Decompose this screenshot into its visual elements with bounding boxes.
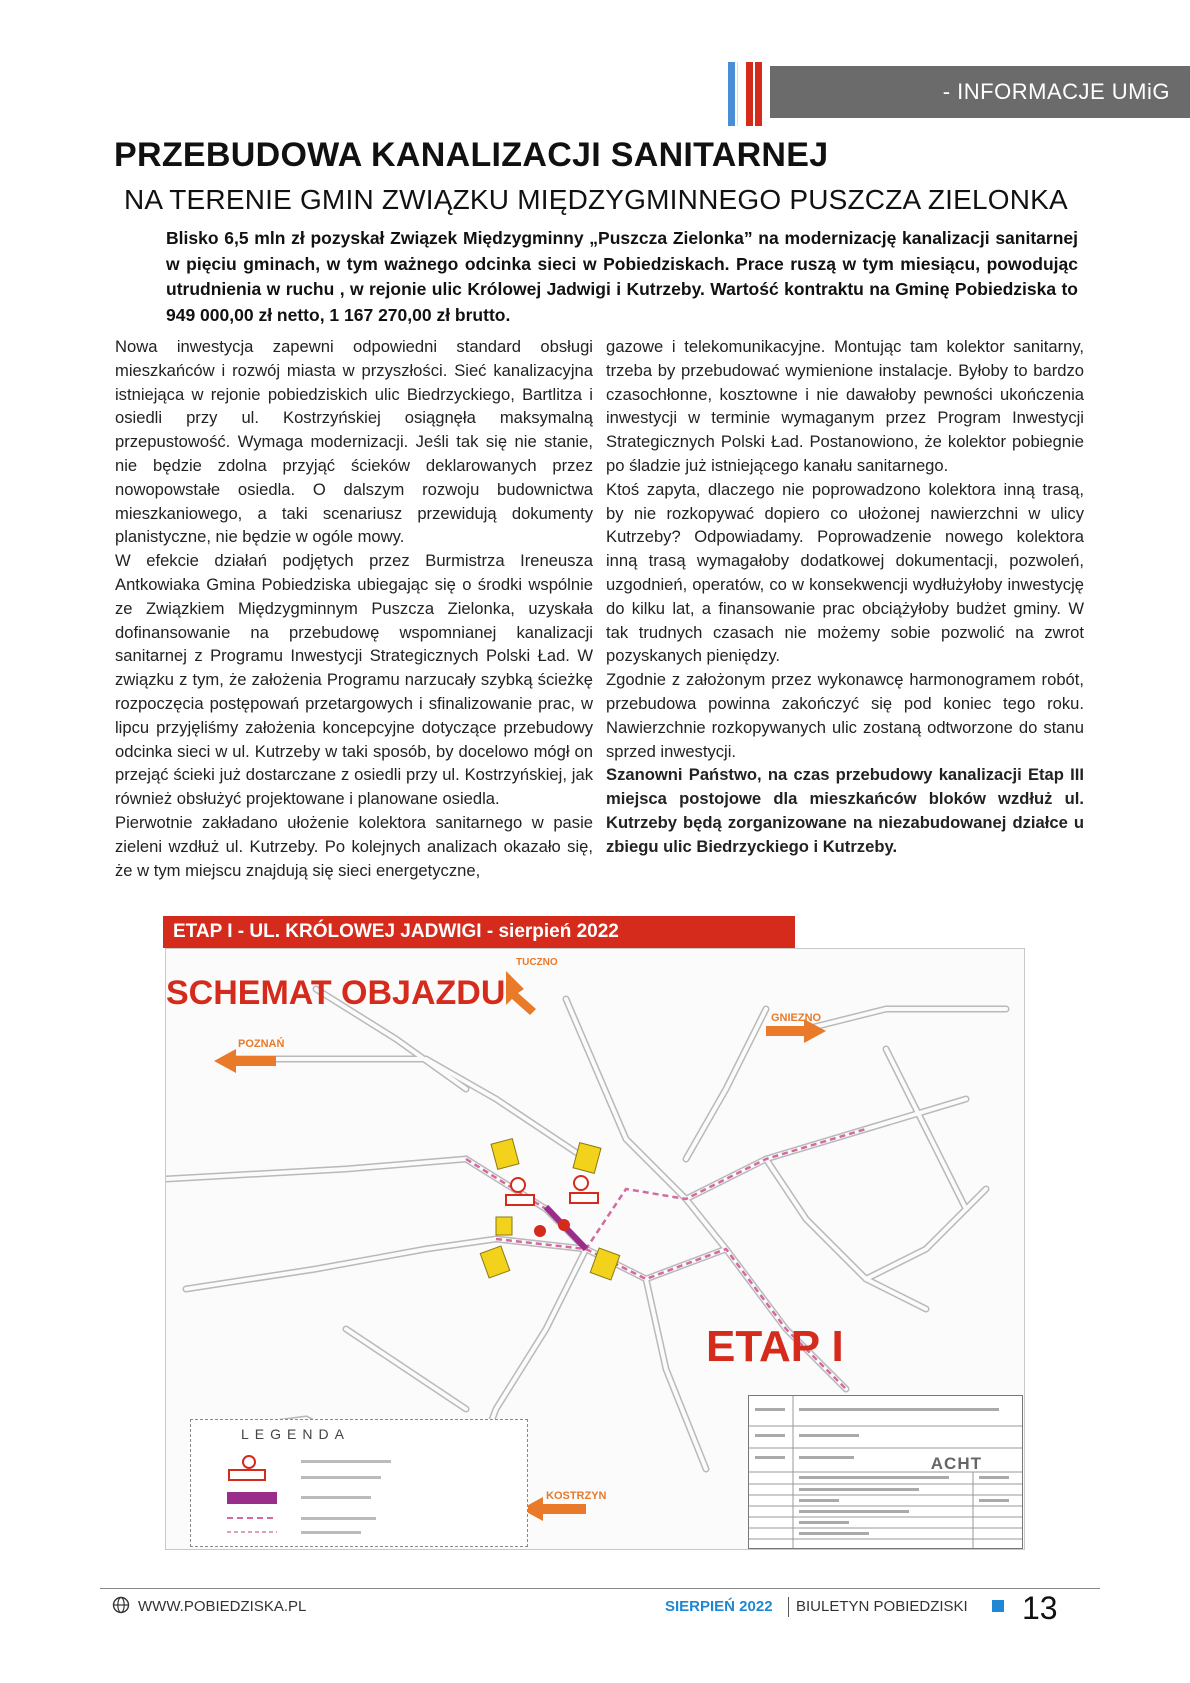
arrow-label-poznan: POZNAŃ <box>238 1038 285 1050</box>
traffic-sign-icon <box>480 1246 510 1278</box>
column-right <box>606 335 1084 859</box>
stop-sign-icon <box>558 1219 570 1231</box>
red-stripe <box>746 62 753 126</box>
no-entry-sign-icon <box>243 1456 255 1468</box>
drawing-title-block <box>748 1395 1023 1549</box>
red-stripe-2 <box>755 62 762 126</box>
website-link[interactable]: WWW.POBIEDZISKA.PL <box>138 1598 307 1615</box>
arrow-left-icon <box>214 1049 276 1073</box>
no-entry-sign-icon <box>511 1178 525 1192</box>
barrier-icon <box>229 1470 265 1480</box>
legend-title: LEGENDA <box>241 1426 350 1442</box>
detour-map-figure <box>163 916 1023 1548</box>
paragraph: Pierwotnie zakładano ułożenie kolektora sanitarnego w pasie zieleni wzdłuż ul. Kutrzeby. Po kolejnych analizach okazało się, że w tym miejscu znajdują się sieci energetyczne, <box>115 812 593 880</box>
map-banner-text: ETAP I - UL. KRÓLOWEJ JADWIGI - sierpień 2022 <box>173 921 619 942</box>
article-title: PRZEBUDOWA KANALIZACJI SANITARNEJ <box>114 136 829 174</box>
barrier-icon <box>506 1195 534 1205</box>
white-stripe <box>737 62 745 126</box>
blue-stripe <box>728 62 735 126</box>
traffic-sign-icon <box>496 1217 512 1235</box>
company-logo: ACHT <box>930 1454 982 1473</box>
paragraph: Nowa inwestycja zapewni odpowiedni standard obsługi mieszkańców i rozwój miasta w przyszłości. Sieć kanalizacyjna istniejąca w rejonie pobiedziskich ulic Biedrzyckiego, Bartlitza i osiedli przy ul. Kostrzyńskiej osiągnęła maksymalną przepustowość. Wymaga modernizacji. Jeśli tak się nie stanie, nie będzie zdolna przyjąć ścieków deklarowanych przez nowopowstałe osiedla. O dalszym rozwoju budownictwa mieszkaniowego, a taki scenariusz przewidują dokumenty planistyczne, nie będzie w ogóle mowy. <box>115 337 593 547</box>
article-lead: Blisko 6,5 mln zł pozyskał Związek Międzygminny „Puszcza Zielonka” na modernizację kanalizacji sanitarnej w pięciu gminach, w tym ważnego odcinka sieci w Pobiedziskach. Prace ruszą w tym miesiącu, powodując utrudnienia w ruchu , w rejonie ulic Królowej Jadwigi i Kutrzeby. Wartość kontraktu na Gminę Pobiedziska to 949 000,00 zł netto, 1 167 270,00 zł brutto. <box>166 228 1078 325</box>
flag-stripes <box>728 62 764 126</box>
paragraph: W efekcie działań podjętych przez Burmistrza Ireneusza Antkowiaka Gmina Pobiedziska ubiegając się o środki wspólnie ze Związkiem Międzygminnym Puszcza Zielonka, uzyskała dofinansowanie na przebudowę wspomnianej kanalizacji sanitarnej z Programu Inwestycji Strategicznych Polski Ład. W związku z tym, że założenia Programu narzucały szybką ścieżkę rozpoczęcia postępowań przetargowych i sfinalizowanie prac, w lipcu przyjęliśmy założenia koncepcyjne dotyczące przebudowy odcinka sieci w ul. Kutrzeby w taki sposób, by docelowo mógł on przejąć ścieki już dostarczane z osiedli przy ul. Kostrzyńskiej, jak również obsłużyć projektowane i planowane osiedla. <box>115 551 593 809</box>
barrier-icon <box>570 1193 598 1203</box>
map-heading: SCHEMAT OBJAZDU <box>166 974 506 1012</box>
map-banner <box>163 916 795 948</box>
globe-icon <box>112 1596 130 1614</box>
arrow-label-gniezno: GNIEZNO <box>771 1012 822 1024</box>
traffic-sign-icon <box>491 1139 519 1170</box>
footer-divider <box>100 1588 1100 1589</box>
section-band <box>770 66 1190 118</box>
bulletin-name: BIULETYN POBIEDZISKI <box>796 1598 968 1615</box>
blue-square-icon <box>992 1600 1004 1612</box>
page-number: 13 <box>1022 1590 1058 1626</box>
paragraph: Zgodnie z założonym przez wykonawcę harmonogramem robót, przebudowa powinna zakończyć się pod koniec tego roku. Nawierzchnie rozkopywanych ulic zostaną odtworzone do stanu sprzed inwestycji. <box>606 670 1084 761</box>
map-frame <box>165 948 1025 1550</box>
legend-symbols <box>191 1420 527 1546</box>
paragraph: Ktoś zapyta, dlaczego nie poprowadzono kolektora inną trasą, by nie rozkopywać dopiero co ułożonej nawierzchni w ulicy Kutrzeby? Odpowiadamy. Poprowadzenie nowego kolektora inną trasą wymagałoby dodatkowej dokumentacji, pozwoleń, uzgodnień, operatów, co w konsekwencji wydłużyłoby inwestycję do kilku lat, a finansowanie prac obciążyłoby budżet gminy. W tak trudnych czasach nie możemy sobie pozwolić na zwrot pozyskanych pieniędzy. <box>606 479 1084 666</box>
section-label: - INFORMACJE UMiG <box>942 79 1170 104</box>
map-legend <box>190 1419 528 1547</box>
arrow-up-icon <box>506 971 536 1015</box>
arrow-label-kostrzyn: KOSTRZYN <box>546 1490 607 1502</box>
stop-sign-icon <box>534 1225 546 1237</box>
paragraph: gazowe i telekomunikacyjne. Montując tam kolektor sanitarny, trzeba by przebudować wymienione instalacje. Byłoby to bardzo czasochłonne, kosztowne i nie dawałoby pewności ukończenia inwestycji w terminie wymaganym przez Program Inwestycji Strategicznych Polski Ład. Postanowiono, że kolektor pobiegnie po śladzie już istniejącego kanału sanitarnego. <box>606 337 1084 475</box>
issue-date: SIERPIEŃ 2022 <box>665 1598 773 1615</box>
footer-separator <box>788 1597 789 1617</box>
notice-paragraph: Szanowni Państwo, na czas przebudowy kanalizacji Etap III miejsca postojowe dla mieszkańców bloków wzdłuż ul. Kutrzeby będą zorganizowane na niezabudowanej działce u zbiegu ulic Biedrzyckiego i Kutrzeby. <box>606 765 1084 856</box>
article-subtitle: NA TERENIE GMIN ZWIĄZKU MIĘDZYGMINNEGO PUSZCZA ZIELONKA <box>124 184 1068 215</box>
column-left <box>115 335 593 882</box>
no-entry-sign-icon <box>574 1176 588 1190</box>
traffic-sign-icon <box>573 1143 601 1174</box>
stage-label: ETAP I <box>706 1322 844 1371</box>
closed-road-swatch <box>227 1492 277 1504</box>
arrow-label-tuczno: TUCZNO <box>516 957 558 968</box>
